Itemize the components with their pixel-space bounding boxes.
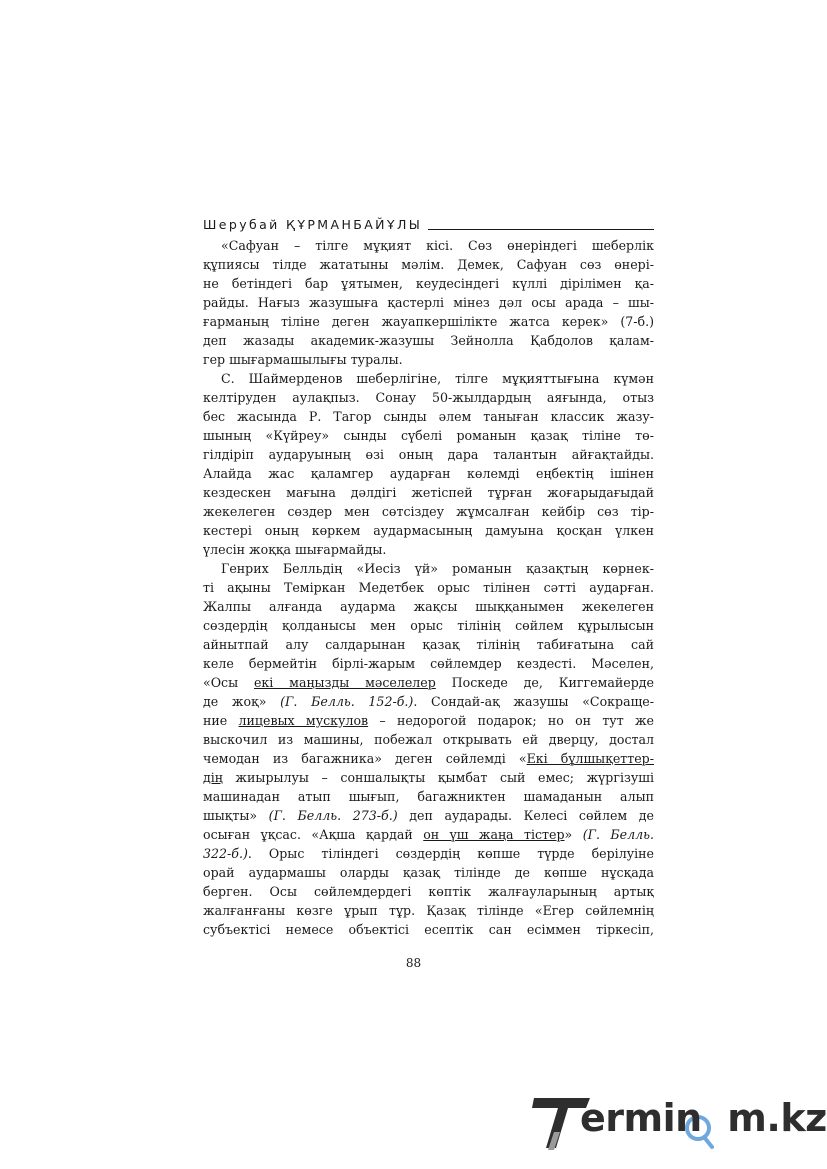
text-line: «Сафуан – тілге мұқият кісі. Сөз өнеріндегі шеберлік bbox=[221, 238, 654, 253]
text-line: деп жазады академик-жазушы Зейнолла Қабдолов қалам- bbox=[203, 333, 654, 348]
header-rule bbox=[428, 229, 654, 230]
text-line: шықты» (Г. Белль. 273-б.) деп аударады. Келесі сөйлем де bbox=[203, 808, 654, 823]
text-line: сөздердің қолданысы мен орыс тілінің сөйлем құрылысын bbox=[203, 618, 654, 633]
text-line: Жалпы алғанда аударма жақсы шыққанымен жекелеген bbox=[203, 599, 654, 614]
text-line: жекелеген сөздер мен сөтсіздеу жұмсалған кейбір сөз тір- bbox=[203, 504, 654, 519]
text-line: үлесін жоққа шығармайды. bbox=[203, 542, 387, 557]
text-line: айнытпай алу салдарынан қазақ тілінің табиғатына сай bbox=[203, 637, 654, 652]
text-line: дің жиырылуы – соншалықты қымбат сый емес; жүргізуші bbox=[203, 770, 654, 785]
main-text bbox=[203, 236, 654, 939]
text-line: ті ақыны Теміркан Медетбек орыс тілінен сәтті аударған. bbox=[203, 580, 654, 595]
text-line: машинадан атып шығып, багажниктен шамаданын алып bbox=[203, 789, 654, 804]
text-line: С. Шаймерденов шеберлігіне, тілге мұқияттығына күмән bbox=[221, 371, 654, 386]
page-number: 88 bbox=[405, 956, 422, 970]
text-line: бес жасында Р. Тагор сынды әлем таныған классик жазу- bbox=[203, 409, 654, 424]
text-line: келе бермейтін бірлі-жарым сөйлемдер кездесті. Мәселен, bbox=[203, 656, 654, 671]
text-line: Алайда жас қаламгер аударған көлемді еңбектің ішінен bbox=[203, 466, 654, 481]
text-line: чемодан из багажника» деген сөйлемді «Екі бұлшықеттер- bbox=[203, 751, 654, 766]
running-header bbox=[203, 212, 654, 232]
text-line: кездескен мағына дәлдігі жетіспей тұрған жоғарыдағыдай bbox=[203, 485, 654, 500]
text-line: кестері оның көркем аудармасының дамуына қосқан үлкен bbox=[203, 523, 654, 538]
text-line: 322-б.). Орыс тіліндегі сөздердің көпше түрде берілуіне bbox=[203, 846, 654, 861]
termincom-logo bbox=[528, 1092, 827, 1154]
text-line: берген. Осы сөйлемдердегі көптік жалғауларының артық bbox=[203, 884, 654, 899]
text-line: выскочил из машины, побежал открывать ей дверцу, достал bbox=[203, 732, 654, 747]
text-line: осыған ұқсас. «Ақша қардай он үш жаңа тістер» (Г. Белль. bbox=[203, 827, 654, 842]
text-line: субъектісі немесе объектісі есептік сан есіммен тіркесіп, bbox=[203, 922, 654, 937]
termincom-wordmark: ermin m.kz bbox=[580, 1096, 827, 1140]
text-line: Генрих Белльдің «Иесіз үй» романын қазақтың көрнек- bbox=[221, 561, 654, 576]
text-line: ние лицевых мускулов – недорогой подарок; но он тут же bbox=[203, 713, 654, 728]
text-line: орай аудармашы оларды қазақ тілінде де көпше нұсқада bbox=[203, 865, 654, 880]
text-line: гер шығармашылығы туралы. bbox=[203, 352, 403, 367]
text-line: келтіруден аулақпыз. Сонау 50-жылдардың аяғында, отыз bbox=[203, 390, 654, 405]
text-line: гілдіріп аударуының өзі оның дара талантын айғақтайды. bbox=[203, 447, 654, 462]
text-line: «Осы екі маңызды мәселелер Поскеде де, Киггемайерде bbox=[203, 675, 654, 690]
text-line: шының «Күйреу» сынды сүбелі романын қазақ тіліне тө- bbox=[203, 428, 654, 443]
text-line: ғарманың тіліне деген жауапкершілікте жатса керек» (7-б.) bbox=[203, 314, 654, 329]
text-line: құпиясы тілде жататыны мәлім. Демек, Сафуан сөз өнері- bbox=[203, 257, 654, 272]
text-line: не бетіндегі бар ұятымен, кеудесіндегі күллі дірілімен қа- bbox=[203, 276, 654, 291]
text-line: жалғанғаны көзге ұрып тұр. Қазақ тілінде «Егер сөйлемнің bbox=[203, 903, 654, 918]
text-line: де жоқ» (Г. Белль. 152-б.). Сондай-ақ жазушы «Сокраще- bbox=[203, 694, 654, 709]
author-name: Шерубай ҚҰРМАНБАЙҰЛЫ bbox=[203, 217, 423, 232]
text-line: райды. Нағыз жазушыға қастерлі мінез дәл осы арада – шы- bbox=[203, 295, 654, 310]
